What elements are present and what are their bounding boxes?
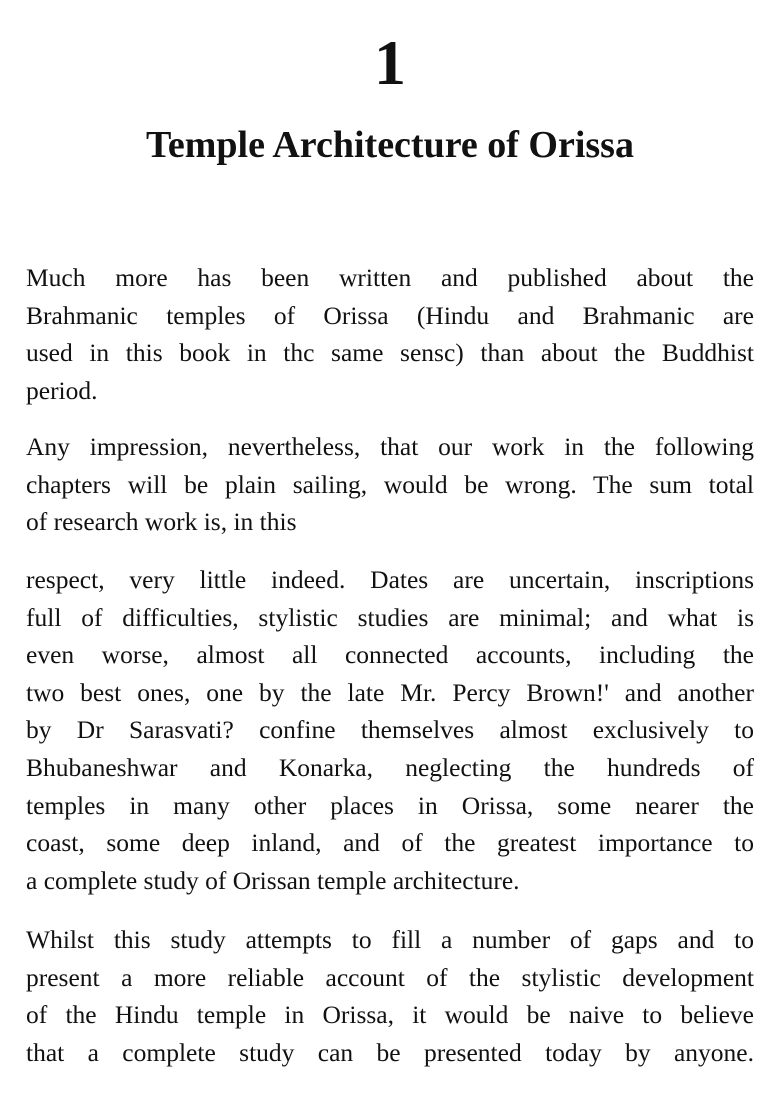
text-line: full of difficulties, stylistic studies are minimal; and what is [26, 602, 754, 632]
text-line: coast, some deep inland, and of the greatest importance to [26, 828, 754, 858]
text-line: temples in many other places in Orissa, some nearer the [26, 790, 754, 820]
text-line: Any impression, nevertheless, that our work in the following [26, 432, 754, 461]
chapter-title: Temple Architecture of Orissa [146, 124, 634, 166]
text-line: chapters will be plain sailing, would be wrong. The sum total [26, 469, 754, 499]
text-line: period. [26, 375, 98, 405]
paragraph-2 [26, 428, 754, 541]
paragraph-4 [26, 921, 754, 1071]
paragraph-1 [26, 259, 754, 409]
text-line: of research work is, in this [26, 507, 297, 537]
text-line: that a complete study can be presented today by anyone. [26, 1037, 754, 1067]
text-line: Bhubaneshwar and Konarka, neglecting the hundreds of [26, 752, 754, 782]
paragraph-3 [26, 561, 754, 899]
text-line: a complete study of Orissan temple architecture. [26, 865, 520, 895]
text-line: Brahmanic temples of Orissa (Hindu and Brahmanic are [26, 300, 754, 330]
text-line: used in this book in thc same sensc) than about the Buddhist [26, 338, 754, 368]
text-line: of the Hindu temple in Orissa, it would be naive to believe [26, 1000, 754, 1030]
text-line: even worse, almost all connected accounts, including the [26, 640, 754, 670]
chapter-number: 1 [374, 27, 406, 98]
text-line: Whilst this study attempts to fill a number of gaps and to [26, 925, 754, 954]
text-line: Much more has been written and published about the [26, 263, 754, 292]
text-line: by Dr Sarasvati? confine themselves almost exclusively to [26, 715, 754, 745]
text-line: two best ones, one by the late Mr. Percy Brown!' and another [26, 677, 754, 707]
text-line: present a more reliable account of the stylistic development [26, 962, 754, 992]
text-line: respect, very little indeed. Dates are uncertain, inscriptions [26, 565, 754, 594]
